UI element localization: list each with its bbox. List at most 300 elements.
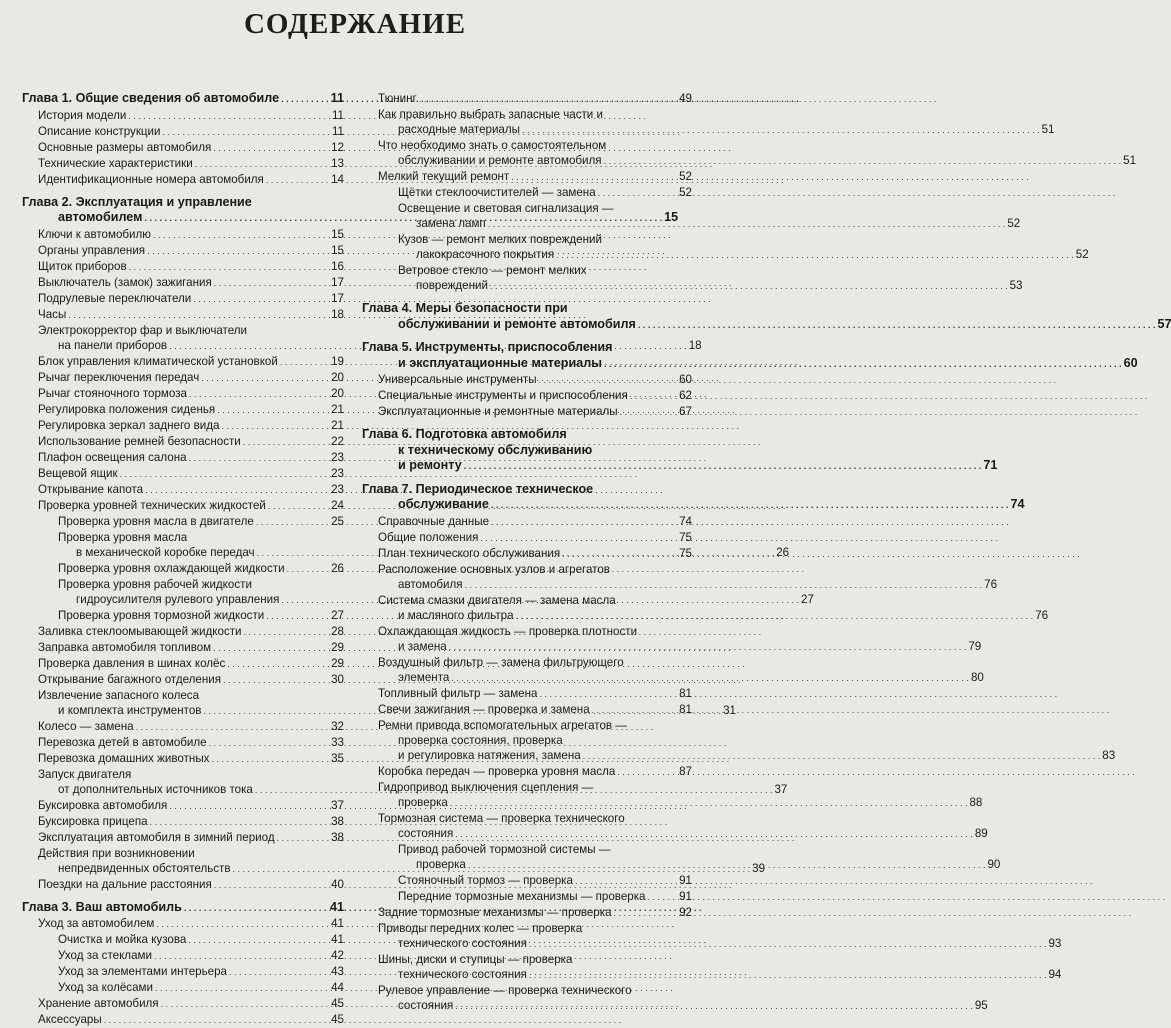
toc-entry-title: Уход за автомобилем [38, 917, 155, 930]
toc-chapter[interactable] [22, 900, 344, 917]
toc-entry-title: Топливный фильтр — замена [378, 686, 538, 700]
dot-leader [195, 156, 328, 172]
dot-leader [604, 356, 1122, 370]
dot-leader [153, 227, 328, 243]
toc-page-number: 15 [331, 227, 344, 241]
toc-entry[interactable] [22, 124, 344, 140]
toc-entry-title: Проверка уровня тормозной жидкости [58, 608, 265, 622]
toc-entry[interactable] [22, 735, 344, 751]
toc-page-number: 13 [331, 156, 344, 170]
toc-chapter[interactable] [362, 481, 1025, 514]
toc-entry-title: Тюнинг [378, 92, 417, 105]
toc-entry[interactable] [22, 719, 344, 735]
toc-entry[interactable] [362, 983, 988, 1014]
toc-page-number: 11 [331, 108, 344, 122]
toc-entry[interactable] [22, 608, 344, 624]
toc-entry-title: Система смазки двигателя — замена масла [378, 593, 616, 607]
dot-leader [169, 798, 328, 814]
toc-entry[interactable] [22, 980, 344, 996]
dot-leader [201, 370, 328, 386]
toc-chapter[interactable] [22, 91, 344, 108]
toc-entry[interactable] [22, 140, 344, 156]
toc-page-number: 11 [331, 124, 344, 138]
toc-page-number: 51 [1123, 154, 1137, 167]
toc-page-number: 30 [331, 672, 344, 686]
toc-entry-title: Проверка давления в шинах колёс [38, 656, 226, 670]
toc-entry[interactable] [362, 263, 1023, 294]
dot-leader [280, 354, 328, 370]
toc-page-number: 18 [331, 307, 344, 321]
dot-leader [120, 466, 328, 482]
toc-entry-title: План технического обслуживания [378, 546, 561, 560]
toc-entry-title: Уход за элементами интерьера [58, 965, 228, 978]
toc-entry-title: Хранение автомобиля [38, 997, 159, 1010]
toc-entry-title: Колесо — замена [38, 719, 134, 733]
toc-entry-title: технического состояния [398, 936, 527, 950]
toc-entry-title: Рычаг стояночного тормоза [38, 386, 187, 400]
toc-page-number: 74 [679, 514, 692, 528]
toc-entry-title: Щиток приборов [38, 259, 127, 273]
toc-page-number: 19 [331, 354, 344, 368]
toc-page-number: 16 [331, 259, 344, 273]
toc-entry-title: Глава 4. Меры безопасности при [362, 301, 568, 315]
toc-page-number: 38 [331, 814, 344, 828]
toc-entry[interactable] [22, 640, 344, 656]
toc-page-number: 80 [970, 670, 984, 684]
toc-entry[interactable] [22, 275, 344, 291]
toc-entry[interactable] [22, 751, 344, 767]
dot-leader [511, 169, 676, 185]
toc-entry-title: Использование ремней безопасности [38, 434, 241, 448]
toc-page-number: 52 [679, 170, 692, 183]
dot-leader [128, 108, 328, 124]
dot-leader [617, 764, 676, 780]
toc-entry[interactable] [22, 450, 344, 466]
toc-page-number: 81 [679, 686, 692, 700]
toc-chapter[interactable] [362, 427, 998, 475]
toc-page-number: 45 [331, 1013, 344, 1026]
toc-page-number: 14 [331, 172, 344, 186]
toc-entry[interactable] [362, 905, 692, 921]
toc-entry-title: обслуживании и ремонте автомобиля [398, 316, 636, 331]
dot-leader [468, 858, 986, 871]
toc-page-number: 74 [1010, 497, 1025, 511]
dot-leader [480, 530, 676, 546]
dot-leader [575, 873, 676, 889]
toc-entry[interactable] [22, 916, 344, 932]
toc-entry[interactable] [362, 388, 692, 404]
toc-entry[interactable] [362, 718, 1116, 764]
toc-entry[interactable] [22, 1012, 344, 1028]
dot-leader [161, 996, 328, 1012]
dot-leader [455, 999, 973, 1012]
toc-entry-title: Технические характеристики [38, 156, 193, 170]
dot-leader [529, 937, 1047, 950]
toc-entry-title: Гидропривод выключения сцепления — [378, 780, 594, 794]
toc-entry-title: Мелкий текущий ремонт [378, 170, 510, 183]
dot-leader [490, 279, 1008, 292]
toc-entry-title: Эксплуатационные и ремонтные материалы [378, 405, 618, 418]
toc-entry-title: Эксплуатация автомобиля в зимний период [38, 830, 275, 844]
toc-entry-title: Глава 3. Ваш автомобиль [22, 899, 182, 914]
toc-entry[interactable] [22, 466, 344, 482]
toc-entry-title: История модели [38, 108, 127, 122]
toc-entry-title: Рулевое управление — проверка технического [378, 983, 632, 997]
toc-entry[interactable] [22, 307, 344, 323]
toc-page-number: 90 [987, 857, 1001, 871]
toc-page-number: 18 [688, 338, 702, 352]
dot-leader [638, 317, 1156, 331]
dot-leader [583, 749, 1101, 762]
toc-entry-title: Уход за стеклами [58, 949, 152, 962]
toc-entry[interactable] [362, 811, 988, 842]
toc-page-number: 20 [331, 386, 344, 400]
toc-page-number: 44 [331, 981, 344, 994]
toc-entry-title: Описание конструкции [38, 124, 161, 138]
toc-entry-title: Подрулевые переключатели [38, 291, 192, 305]
dot-leader [147, 243, 328, 259]
toc-entry[interactable] [362, 514, 692, 530]
toc-entry[interactable] [22, 386, 344, 402]
toc-page-number: 45 [331, 997, 344, 1010]
dot-leader [488, 217, 1006, 230]
toc-page-number: 67 [679, 405, 692, 418]
toc-entry[interactable] [22, 227, 344, 243]
dot-leader [227, 656, 328, 672]
toc-page-number: 27 [800, 592, 814, 606]
dot-leader [145, 482, 328, 498]
toc-entry-title: Буксировка автомобиля [38, 798, 168, 812]
page-title: СОДЕРЖАНИЕ [243, 8, 467, 40]
toc-entry[interactable] [22, 354, 344, 370]
toc-entry-title: Выключатель (замок) зажигания [38, 275, 212, 289]
dot-leader [562, 546, 676, 562]
toc-page-number: 95 [974, 998, 988, 1012]
toc-chapter[interactable] [362, 301, 1171, 333]
toc-entry-title: Открывание багажного отделения [38, 672, 222, 686]
toc-entry[interactable] [22, 830, 344, 846]
toc-entry-title: Часы [38, 307, 67, 321]
toc-entry-title: технического состояния [398, 967, 527, 981]
dot-leader [214, 275, 328, 291]
toc-entry-title: Передние тормозные механизмы — проверка [398, 889, 646, 903]
dot-leader [529, 968, 1047, 981]
toc-page-number: 37 [774, 782, 788, 796]
toc-entry[interactable] [362, 921, 1062, 952]
toc-entry-title: Проверка уровня рабочей жидкости [58, 577, 252, 591]
dot-leader [266, 172, 328, 188]
toc-entry-title: элемента [398, 670, 450, 684]
toc-page-number: 41 [329, 899, 344, 914]
toc-entry-title: Вещевой ящик [38, 466, 118, 480]
toc-entry[interactable] [362, 232, 1089, 263]
toc-entry-title: Тормозная система — проверка технического [378, 811, 625, 825]
toc-entry[interactable] [362, 562, 998, 593]
dot-leader [243, 434, 328, 450]
toc-page-number: 12 [331, 140, 344, 154]
toc-entry[interactable] [362, 169, 692, 185]
dot-leader [465, 578, 983, 591]
toc-entry-title: Универсальные инструменты [378, 373, 537, 386]
toc-entry[interactable] [22, 656, 344, 672]
toc-page-number: 75 [679, 546, 692, 560]
dot-leader [256, 514, 328, 530]
toc-entry[interactable] [22, 259, 344, 275]
toc-entry[interactable] [362, 686, 692, 702]
toc-entry[interactable] [22, 964, 344, 980]
dot-leader [614, 905, 676, 921]
dot-leader [244, 624, 328, 640]
toc-entry-title: Задние тормозные механизмы — проверка [378, 905, 612, 919]
toc-entry-title: Охлаждающая жидкость — проверка плотности [378, 624, 638, 638]
toc-page-number: 93 [1048, 936, 1062, 950]
toc-page-number: 35 [331, 751, 344, 765]
toc-page-number: 38 [331, 830, 344, 844]
toc-entry[interactable] [22, 402, 344, 418]
toc-page-number: 20 [331, 370, 344, 384]
toc-entry-title: Регулировка зеркал заднего вида [38, 418, 220, 432]
dot-leader [156, 916, 328, 932]
toc-entry[interactable] [362, 138, 1137, 169]
dot-leader [155, 980, 328, 996]
toc-entry-title: Очистка и мойка кузова [58, 933, 187, 946]
toc-page-number: 52 [1075, 248, 1089, 261]
toc-entry[interactable] [362, 372, 692, 388]
toc-page-number: 87 [679, 764, 692, 778]
dot-leader [539, 686, 676, 702]
toc-entry-title: повреждений [416, 279, 488, 292]
toc-entry-title: Аксессуары [38, 1013, 102, 1026]
dot-leader [163, 124, 328, 140]
toc-entry-title: расходные материалы [398, 123, 520, 136]
toc-entry-title: Буксировка прицепа [38, 814, 148, 828]
toc-page-number: 81 [679, 702, 692, 716]
toc-page-number: 27 [331, 608, 344, 622]
toc-entry-title: Глава 1. Общие сведения об автомобиле [22, 91, 280, 105]
toc-entry-title: Глава 6. Подготовка автомобиля [362, 427, 567, 441]
dot-leader [68, 307, 328, 323]
toc-page-number: 33 [331, 735, 344, 749]
toc-page-number: 11 [330, 91, 344, 105]
toc-page-number: 52 [679, 186, 692, 199]
toc-page-number: 24 [331, 498, 344, 512]
dot-leader [455, 827, 973, 840]
toc-entry-title: на панели приборов [58, 338, 168, 352]
toc-entry[interactable] [22, 624, 344, 640]
toc-page-number: 31 [723, 703, 736, 717]
toc-entry[interactable] [22, 672, 344, 688]
dot-leader [491, 514, 676, 530]
toc-entry[interactable] [22, 482, 344, 498]
toc-page-number: 92 [679, 905, 692, 919]
toc-entry[interactable] [22, 108, 344, 124]
dot-leader [129, 259, 328, 275]
toc-entry-title: Освещение и световая сигнализация — [398, 202, 614, 215]
dot-leader [223, 672, 328, 688]
toc-page-number: 75 [679, 530, 692, 544]
toc-entry-title: проверка [416, 857, 466, 871]
toc-entry-title: и ремонту [398, 458, 462, 472]
toc-entry[interactable] [362, 91, 692, 107]
toc-entry[interactable] [362, 530, 692, 546]
toc-entry-title: Блок управления климатической установкой [38, 354, 278, 368]
dot-leader [451, 671, 969, 684]
dot-leader [491, 497, 1009, 511]
dot-leader [539, 372, 676, 388]
chapter-gap [362, 475, 692, 482]
toc-page-number: 42 [331, 949, 344, 962]
toc-entry-title: Расположение основных узлов и агрегатов [378, 562, 610, 576]
toc-entry[interactable] [22, 370, 344, 386]
toc-entry-title: состояния [398, 998, 454, 1012]
chapter-gap [362, 294, 692, 301]
toc-entry-title: непредвиденных обстоятельств [58, 861, 231, 875]
toc-page-number: 15 [331, 243, 344, 257]
toc-entry[interactable] [362, 655, 984, 686]
toc-page-number: 89 [974, 826, 988, 840]
toc-entry-title: Проверка уровня охлаждающей жидкости [58, 561, 285, 575]
toc-entry-title: Проверка уровней технических жидкостей [38, 498, 266, 512]
toc-entry-title: Щётки стеклоочистителей — замена [398, 186, 596, 199]
dot-leader [213, 140, 328, 156]
dot-leader [189, 450, 328, 466]
toc-entry-title: Воздушный фильтр — замена фильтрующего [378, 655, 624, 669]
toc-page-number: 52 [1007, 217, 1021, 230]
toc-entry-title: Перевозка домашних животных [38, 751, 210, 765]
toc-entry-title: Свечи зажигания — проверка и замена [378, 702, 590, 716]
toc-entry-title: Запуск двигателя [38, 767, 132, 781]
toc-entry-title: и комплекта инструментов [58, 703, 202, 717]
toc-entry-title: проверка [398, 795, 448, 809]
toc-page-number: 23 [331, 466, 344, 480]
toc-page-number: 79 [968, 639, 982, 653]
toc-page-number: 76 [1035, 608, 1049, 622]
dot-leader [189, 386, 328, 402]
toc-entry[interactable] [362, 201, 1021, 232]
toc-entry[interactable] [362, 889, 692, 905]
toc-entry-title: гидроусилителя рулевого управления [76, 592, 280, 606]
dot-leader [209, 735, 328, 751]
dot-leader [150, 814, 328, 830]
dot-leader [221, 418, 328, 434]
toc-entry[interactable] [22, 243, 344, 259]
toc-entry[interactable] [362, 873, 692, 889]
toc-entry-title: Регулировка положения сиденья [38, 402, 216, 416]
toc-entry[interactable] [22, 291, 344, 307]
toc-entry-title: Электрокорректор фар и выключатели [38, 323, 248, 337]
toc-entry[interactable] [362, 404, 692, 420]
toc-entry[interactable] [22, 498, 344, 514]
dot-leader [281, 91, 328, 108]
toc-page-number: 94 [1048, 967, 1062, 981]
toc-page-number: 21 [331, 402, 344, 416]
toc-page-number: 76 [984, 577, 998, 591]
toc-entry-title: Глава 5. Инструменты, приспособления [362, 340, 613, 354]
toc-entry-title: Уход за колёсами [58, 981, 153, 994]
chapter-gap [362, 333, 692, 340]
toc-entry-title: обслуживание [398, 497, 489, 511]
toc-entry-title: Заправка автомобиля топливом [38, 640, 212, 654]
toc-entry[interactable] [362, 107, 1055, 138]
toc-page-number: 29 [331, 656, 344, 670]
toc-page-number: 15 [664, 210, 679, 224]
toc-entry-title: Специальные инструменты и приспособления [378, 389, 628, 402]
toc-entry-title: Привод рабочей тормозной системы — [398, 842, 611, 856]
toc-page-number: 91 [679, 889, 692, 903]
dot-leader [104, 1012, 328, 1028]
dot-leader [419, 91, 676, 107]
toc-entry[interactable] [22, 434, 344, 450]
toc-entry-title: Органы управления [38, 243, 146, 257]
toc-page-number: 41 [331, 933, 344, 946]
toc-entry[interactable] [362, 624, 982, 655]
toc-entry-title: Рычаг переключения передач [38, 370, 200, 384]
dot-leader [136, 719, 328, 735]
toc-entry-title: Как правильно выбрать запасные части и [378, 108, 603, 121]
toc-entry-title: Открывание капота [38, 482, 144, 496]
toc-entry[interactable] [22, 172, 344, 188]
toc-page-number: 60 [679, 373, 692, 386]
toc-entry-title: автомобиля [398, 577, 463, 591]
dot-leader [268, 498, 328, 514]
toc-entry-title: к техническому обслуживанию [398, 442, 593, 457]
dot-leader [211, 751, 328, 767]
toc-entry-title: и эксплуатационные материалы [398, 355, 602, 370]
toc-entry[interactable] [22, 156, 344, 172]
toc-entry[interactable] [362, 546, 692, 562]
toc-page-number: 39 [752, 861, 766, 875]
toc-entry[interactable] [362, 185, 692, 201]
toc-entry[interactable] [22, 561, 344, 577]
toc-entry-title: Проверка уровня масла [58, 530, 188, 544]
toc-page-number: 43 [331, 965, 344, 978]
toc-entry-title: Справочные данные [378, 514, 490, 528]
dot-leader [516, 609, 1034, 622]
toc-page-number: 60 [1123, 355, 1138, 370]
toc-entry-title: обслуживании и ремонте автомобиля [398, 154, 602, 167]
toc-entry[interactable] [22, 996, 344, 1012]
toc-page-number: 62 [679, 389, 692, 402]
toc-entry[interactable] [22, 798, 344, 814]
dot-leader [217, 402, 328, 418]
toc-page-number: 17 [331, 291, 344, 305]
toc-page-number: 51 [1041, 123, 1055, 136]
toc-entry-title: Глава 7. Периодическое техническое [362, 481, 594, 496]
toc-entry-title: Заливка стеклоомывающей жидкости [38, 624, 242, 638]
dot-leader [556, 248, 1074, 261]
toc-entry[interactable] [22, 932, 344, 948]
toc-entry[interactable] [22, 877, 344, 893]
toc-entry-title: проверка состояния, проверка [398, 733, 563, 747]
toc-entry-title: и замена [398, 639, 447, 653]
dot-leader [604, 154, 1122, 167]
toc-entry[interactable] [22, 418, 344, 434]
toc-entry-title: Глава 2. Эксплуатация и управление [22, 194, 252, 209]
toc-entry[interactable] [22, 514, 344, 530]
toc-entry[interactable] [22, 814, 344, 830]
toc-entry-title: Общие положения [378, 530, 479, 544]
toc-page-number: 40 [331, 877, 344, 891]
toc-entry[interactable] [362, 702, 692, 718]
toc-entry[interactable] [362, 764, 692, 780]
toc-entry[interactable] [362, 952, 1062, 983]
dot-leader [184, 900, 328, 917]
dot-leader [598, 185, 676, 201]
toc-entry[interactable] [22, 948, 344, 964]
toc-page-number: 83 [1102, 748, 1116, 762]
dot-leader [449, 640, 967, 653]
toc-entry-title: Ветровое стекло — ремонт мелких [398, 264, 587, 277]
